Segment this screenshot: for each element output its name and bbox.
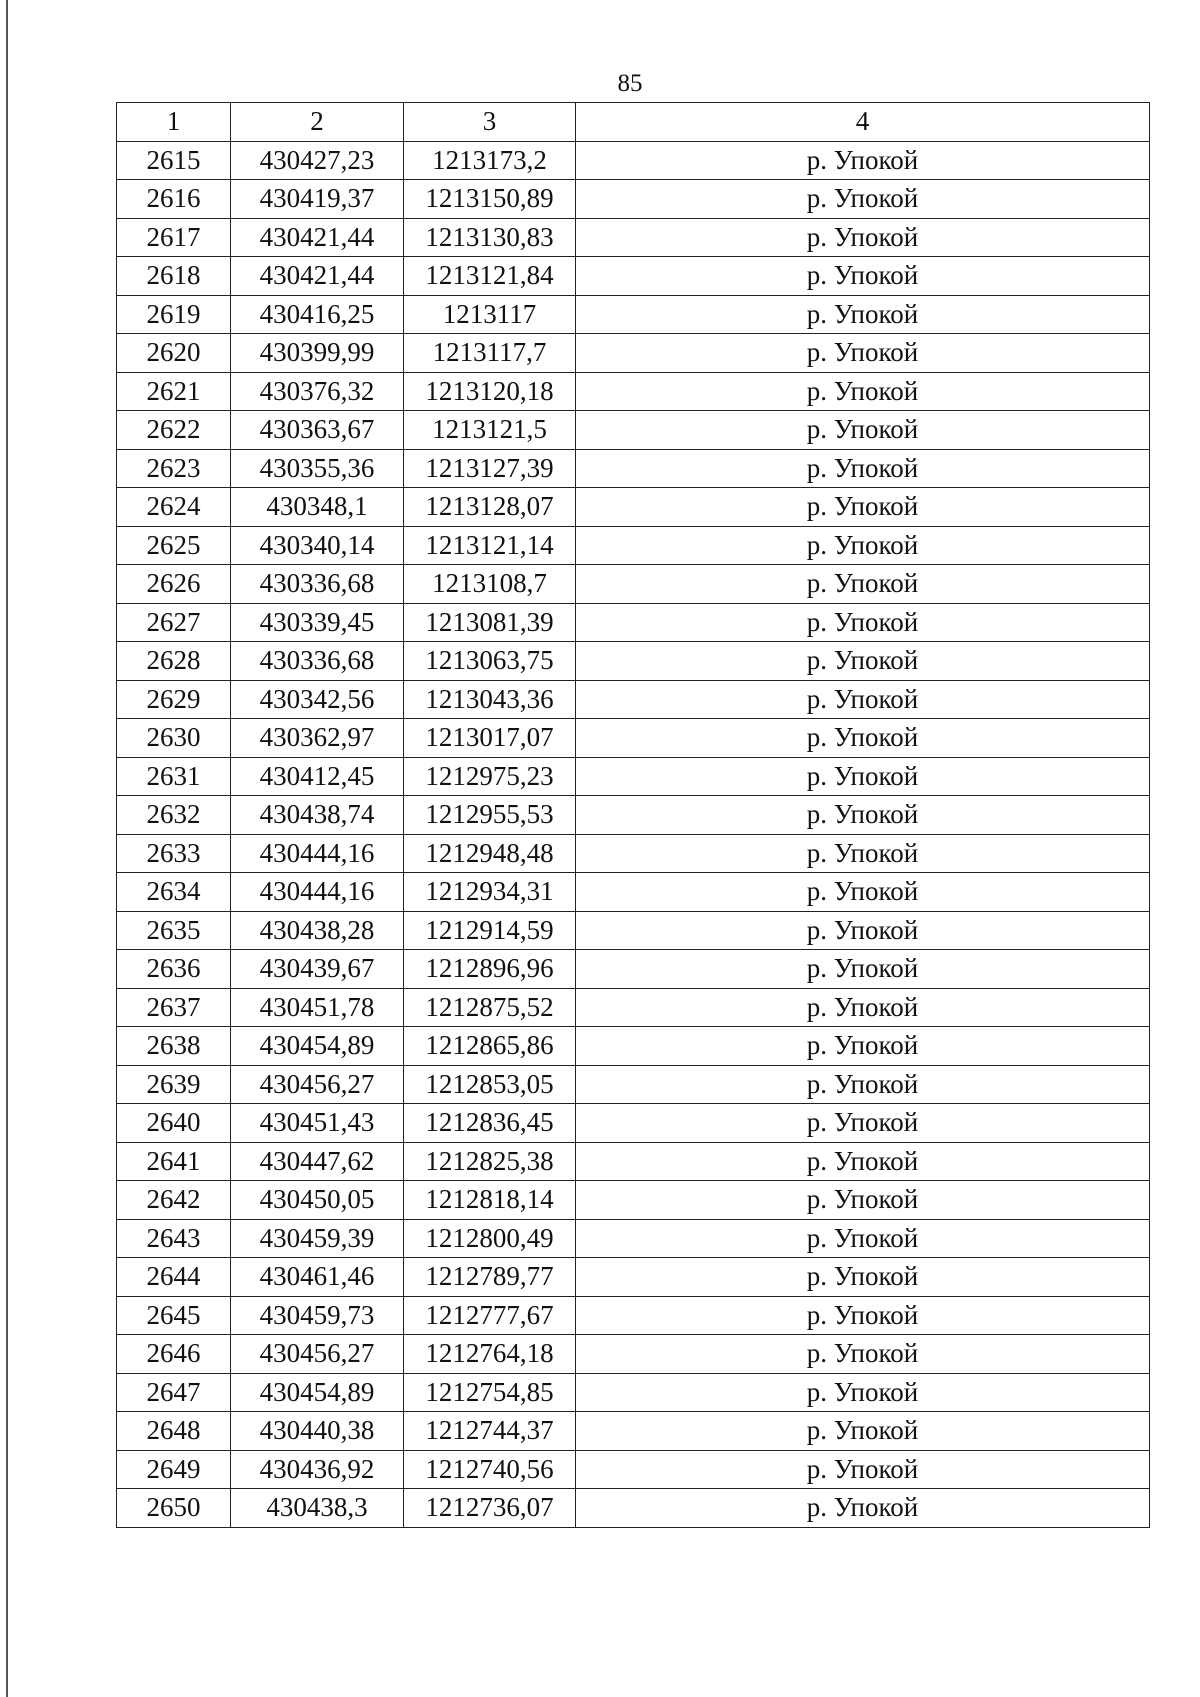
y-coordinate-cell: 1213121,14 <box>404 526 576 565</box>
x-coordinate-cell: 430336,68 <box>231 642 404 681</box>
x-coordinate-cell: 430450,05 <box>231 1181 404 1220</box>
point-number-cell: 2622 <box>117 411 231 450</box>
point-number-cell: 2630 <box>117 719 231 758</box>
y-coordinate-cell: 1212914,59 <box>404 911 576 950</box>
description-cell: р. Упокой <box>576 1104 1150 1143</box>
point-number-cell: 2617 <box>117 218 231 257</box>
x-coordinate-cell: 430444,16 <box>231 873 404 912</box>
description-cell: р. Упокой <box>576 449 1150 488</box>
x-coordinate-cell: 430456,27 <box>231 1335 404 1374</box>
x-coordinate-cell: 430363,67 <box>231 411 404 450</box>
description-cell: р. Упокой <box>576 680 1150 719</box>
table-row <box>117 1450 1150 1489</box>
table-row <box>117 1296 1150 1335</box>
table-row <box>117 295 1150 334</box>
x-coordinate-cell: 430421,44 <box>231 257 404 296</box>
y-coordinate-cell: 1212740,56 <box>404 1450 576 1489</box>
description-cell: р. Упокой <box>576 950 1150 989</box>
y-coordinate-cell: 1213127,39 <box>404 449 576 488</box>
column-header-3: 3 <box>404 103 576 142</box>
y-coordinate-cell: 1212896,96 <box>404 950 576 989</box>
description-cell: р. Упокой <box>576 334 1150 373</box>
description-cell: р. Упокой <box>576 257 1150 296</box>
point-number-cell: 2639 <box>117 1065 231 1104</box>
table-row <box>117 1181 1150 1220</box>
y-coordinate-cell: 1212853,05 <box>404 1065 576 1104</box>
y-coordinate-cell: 1212865,86 <box>404 1027 576 1066</box>
description-cell: р. Упокой <box>576 834 1150 873</box>
x-coordinate-cell: 430451,43 <box>231 1104 404 1143</box>
x-coordinate-cell: 430461,46 <box>231 1258 404 1297</box>
description-cell: р. Упокой <box>576 1335 1150 1374</box>
point-number-cell: 2643 <box>117 1219 231 1258</box>
point-number-cell: 2637 <box>117 988 231 1027</box>
x-coordinate-cell: 430427,23 <box>231 141 404 180</box>
table-row <box>117 449 1150 488</box>
description-cell: р. Упокой <box>576 1181 1150 1220</box>
y-coordinate-cell: 1213130,83 <box>404 218 576 257</box>
description-cell: р. Упокой <box>576 757 1150 796</box>
y-coordinate-cell: 1213043,36 <box>404 680 576 719</box>
table-row <box>117 603 1150 642</box>
table-row <box>117 988 1150 1027</box>
table-row <box>117 1027 1150 1066</box>
y-coordinate-cell: 1213117,7 <box>404 334 576 373</box>
y-coordinate-cell: 1212875,52 <box>404 988 576 1027</box>
description-cell: р. Упокой <box>576 873 1150 912</box>
y-coordinate-cell: 1212836,45 <box>404 1104 576 1143</box>
description-cell: р. Упокой <box>576 1450 1150 1489</box>
table-row <box>117 1373 1150 1412</box>
point-number-cell: 2631 <box>117 757 231 796</box>
y-coordinate-cell: 1212818,14 <box>404 1181 576 1220</box>
description-cell: р. Упокой <box>576 1373 1150 1412</box>
point-number-cell: 2638 <box>117 1027 231 1066</box>
table-row <box>117 1258 1150 1297</box>
description-cell: р. Упокой <box>576 411 1150 450</box>
point-number-cell: 2642 <box>117 1181 231 1220</box>
y-coordinate-cell: 1213108,7 <box>404 565 576 604</box>
x-coordinate-cell: 430419,37 <box>231 180 404 219</box>
column-header-1: 1 <box>117 103 231 142</box>
table-row <box>117 911 1150 950</box>
description-cell: р. Упокой <box>576 1489 1150 1528</box>
x-coordinate-cell: 430456,27 <box>231 1065 404 1104</box>
table-row <box>117 180 1150 219</box>
point-number-cell: 2625 <box>117 526 231 565</box>
description-cell: р. Упокой <box>576 565 1150 604</box>
table-row <box>117 1489 1150 1528</box>
table-row <box>117 334 1150 373</box>
table-row <box>117 1412 1150 1451</box>
table-row <box>117 873 1150 912</box>
description-cell: р. Упокой <box>576 719 1150 758</box>
column-header-2: 2 <box>231 103 404 142</box>
description-cell: р. Упокой <box>576 1258 1150 1297</box>
x-coordinate-cell: 430376,32 <box>231 372 404 411</box>
table-row <box>117 488 1150 527</box>
x-coordinate-cell: 430412,45 <box>231 757 404 796</box>
table-row <box>117 834 1150 873</box>
point-number-cell: 2645 <box>117 1296 231 1335</box>
x-coordinate-cell: 430444,16 <box>231 834 404 873</box>
point-number-cell: 2640 <box>117 1104 231 1143</box>
x-coordinate-cell: 430399,99 <box>231 334 404 373</box>
table-row <box>117 372 1150 411</box>
y-coordinate-cell: 1213120,18 <box>404 372 576 411</box>
table-row <box>117 950 1150 989</box>
scan-edge-line <box>6 0 8 1697</box>
x-coordinate-cell: 430439,67 <box>231 950 404 989</box>
table-header-row <box>117 103 1150 142</box>
table-row <box>117 141 1150 180</box>
x-coordinate-cell: 430451,78 <box>231 988 404 1027</box>
y-coordinate-cell: 1212736,07 <box>404 1489 576 1528</box>
point-number-cell: 2632 <box>117 796 231 835</box>
point-number-cell: 2634 <box>117 873 231 912</box>
y-coordinate-cell: 1212975,23 <box>404 757 576 796</box>
point-number-cell: 2616 <box>117 180 231 219</box>
x-coordinate-cell: 430459,73 <box>231 1296 404 1335</box>
description-cell: р. Упокой <box>576 526 1150 565</box>
point-number-cell: 2621 <box>117 372 231 411</box>
point-number-cell: 2644 <box>117 1258 231 1297</box>
x-coordinate-cell: 430342,56 <box>231 680 404 719</box>
table-row <box>117 1104 1150 1143</box>
description-cell: р. Упокой <box>576 180 1150 219</box>
y-coordinate-cell: 1212744,37 <box>404 1412 576 1451</box>
x-coordinate-cell: 430447,62 <box>231 1142 404 1181</box>
description-cell: р. Упокой <box>576 1219 1150 1258</box>
description-cell: р. Упокой <box>576 796 1150 835</box>
y-coordinate-cell: 1212948,48 <box>404 834 576 873</box>
x-coordinate-cell: 430348,1 <box>231 488 404 527</box>
point-number-cell: 2635 <box>117 911 231 950</box>
table-row <box>117 1219 1150 1258</box>
point-number-cell: 2629 <box>117 680 231 719</box>
x-coordinate-cell: 430459,39 <box>231 1219 404 1258</box>
table-row <box>117 642 1150 681</box>
y-coordinate-cell: 1213121,84 <box>404 257 576 296</box>
table-row <box>117 719 1150 758</box>
description-cell: р. Упокой <box>576 911 1150 950</box>
y-coordinate-cell: 1212800,49 <box>404 1219 576 1258</box>
coordinates-table <box>116 102 1150 1528</box>
table-body <box>117 103 1150 1528</box>
y-coordinate-cell: 1213128,07 <box>404 488 576 527</box>
description-cell: р. Упокой <box>576 988 1150 1027</box>
description-cell: р. Упокой <box>576 141 1150 180</box>
table-row <box>117 757 1150 796</box>
point-number-cell: 2633 <box>117 834 231 873</box>
column-header-4: 4 <box>576 103 1150 142</box>
y-coordinate-cell: 1212764,18 <box>404 1335 576 1374</box>
x-coordinate-cell: 430440,38 <box>231 1412 404 1451</box>
description-cell: р. Упокой <box>576 488 1150 527</box>
table-row <box>117 411 1150 450</box>
description-cell: р. Упокой <box>576 1065 1150 1104</box>
point-number-cell: 2649 <box>117 1450 231 1489</box>
x-coordinate-cell: 430436,92 <box>231 1450 404 1489</box>
y-coordinate-cell: 1212825,38 <box>404 1142 576 1181</box>
description-cell: р. Упокой <box>576 642 1150 681</box>
description-cell: р. Упокой <box>576 1027 1150 1066</box>
description-cell: р. Упокой <box>576 372 1150 411</box>
x-coordinate-cell: 430362,97 <box>231 719 404 758</box>
y-coordinate-cell: 1212934,31 <box>404 873 576 912</box>
point-number-cell: 2628 <box>117 642 231 681</box>
table-row <box>117 796 1150 835</box>
y-coordinate-cell: 1213017,07 <box>404 719 576 758</box>
point-number-cell: 2650 <box>117 1489 231 1528</box>
y-coordinate-cell: 1212777,67 <box>404 1296 576 1335</box>
table-row <box>117 218 1150 257</box>
description-cell: р. Упокой <box>576 1412 1150 1451</box>
table-row <box>117 1065 1150 1104</box>
table-row <box>117 526 1150 565</box>
y-coordinate-cell: 1213081,39 <box>404 603 576 642</box>
x-coordinate-cell: 430339,45 <box>231 603 404 642</box>
point-number-cell: 2619 <box>117 295 231 334</box>
point-number-cell: 2623 <box>117 449 231 488</box>
x-coordinate-cell: 430438,28 <box>231 911 404 950</box>
table-row <box>117 680 1150 719</box>
y-coordinate-cell: 1213173,2 <box>404 141 576 180</box>
x-coordinate-cell: 430454,89 <box>231 1027 404 1066</box>
x-coordinate-cell: 430438,3 <box>231 1489 404 1528</box>
description-cell: р. Упокой <box>576 295 1150 334</box>
point-number-cell: 2641 <box>117 1142 231 1181</box>
point-number-cell: 2620 <box>117 334 231 373</box>
table-row <box>117 257 1150 296</box>
point-number-cell: 2615 <box>117 141 231 180</box>
point-number-cell: 2624 <box>117 488 231 527</box>
table-row <box>117 1335 1150 1374</box>
description-cell: р. Упокой <box>576 218 1150 257</box>
y-coordinate-cell: 1212789,77 <box>404 1258 576 1297</box>
x-coordinate-cell: 430340,14 <box>231 526 404 565</box>
y-coordinate-cell: 1212754,85 <box>404 1373 576 1412</box>
point-number-cell: 2648 <box>117 1412 231 1451</box>
y-coordinate-cell: 1213150,89 <box>404 180 576 219</box>
x-coordinate-cell: 430336,68 <box>231 565 404 604</box>
point-number-cell: 2647 <box>117 1373 231 1412</box>
y-coordinate-cell: 1213063,75 <box>404 642 576 681</box>
x-coordinate-cell: 430421,44 <box>231 218 404 257</box>
point-number-cell: 2618 <box>117 257 231 296</box>
point-number-cell: 2626 <box>117 565 231 604</box>
y-coordinate-cell: 1213121,5 <box>404 411 576 450</box>
table-row <box>117 1142 1150 1181</box>
x-coordinate-cell: 430416,25 <box>231 295 404 334</box>
x-coordinate-cell: 430355,36 <box>231 449 404 488</box>
description-cell: р. Упокой <box>576 1296 1150 1335</box>
point-number-cell: 2627 <box>117 603 231 642</box>
point-number-cell: 2636 <box>117 950 231 989</box>
description-cell: р. Упокой <box>576 1142 1150 1181</box>
x-coordinate-cell: 430438,74 <box>231 796 404 835</box>
description-cell: р. Упокой <box>576 603 1150 642</box>
y-coordinate-cell: 1212955,53 <box>404 796 576 835</box>
page-number: 85 <box>617 70 643 97</box>
y-coordinate-cell: 1213117 <box>404 295 576 334</box>
x-coordinate-cell: 430454,89 <box>231 1373 404 1412</box>
point-number-cell: 2646 <box>117 1335 231 1374</box>
table-row <box>117 565 1150 604</box>
